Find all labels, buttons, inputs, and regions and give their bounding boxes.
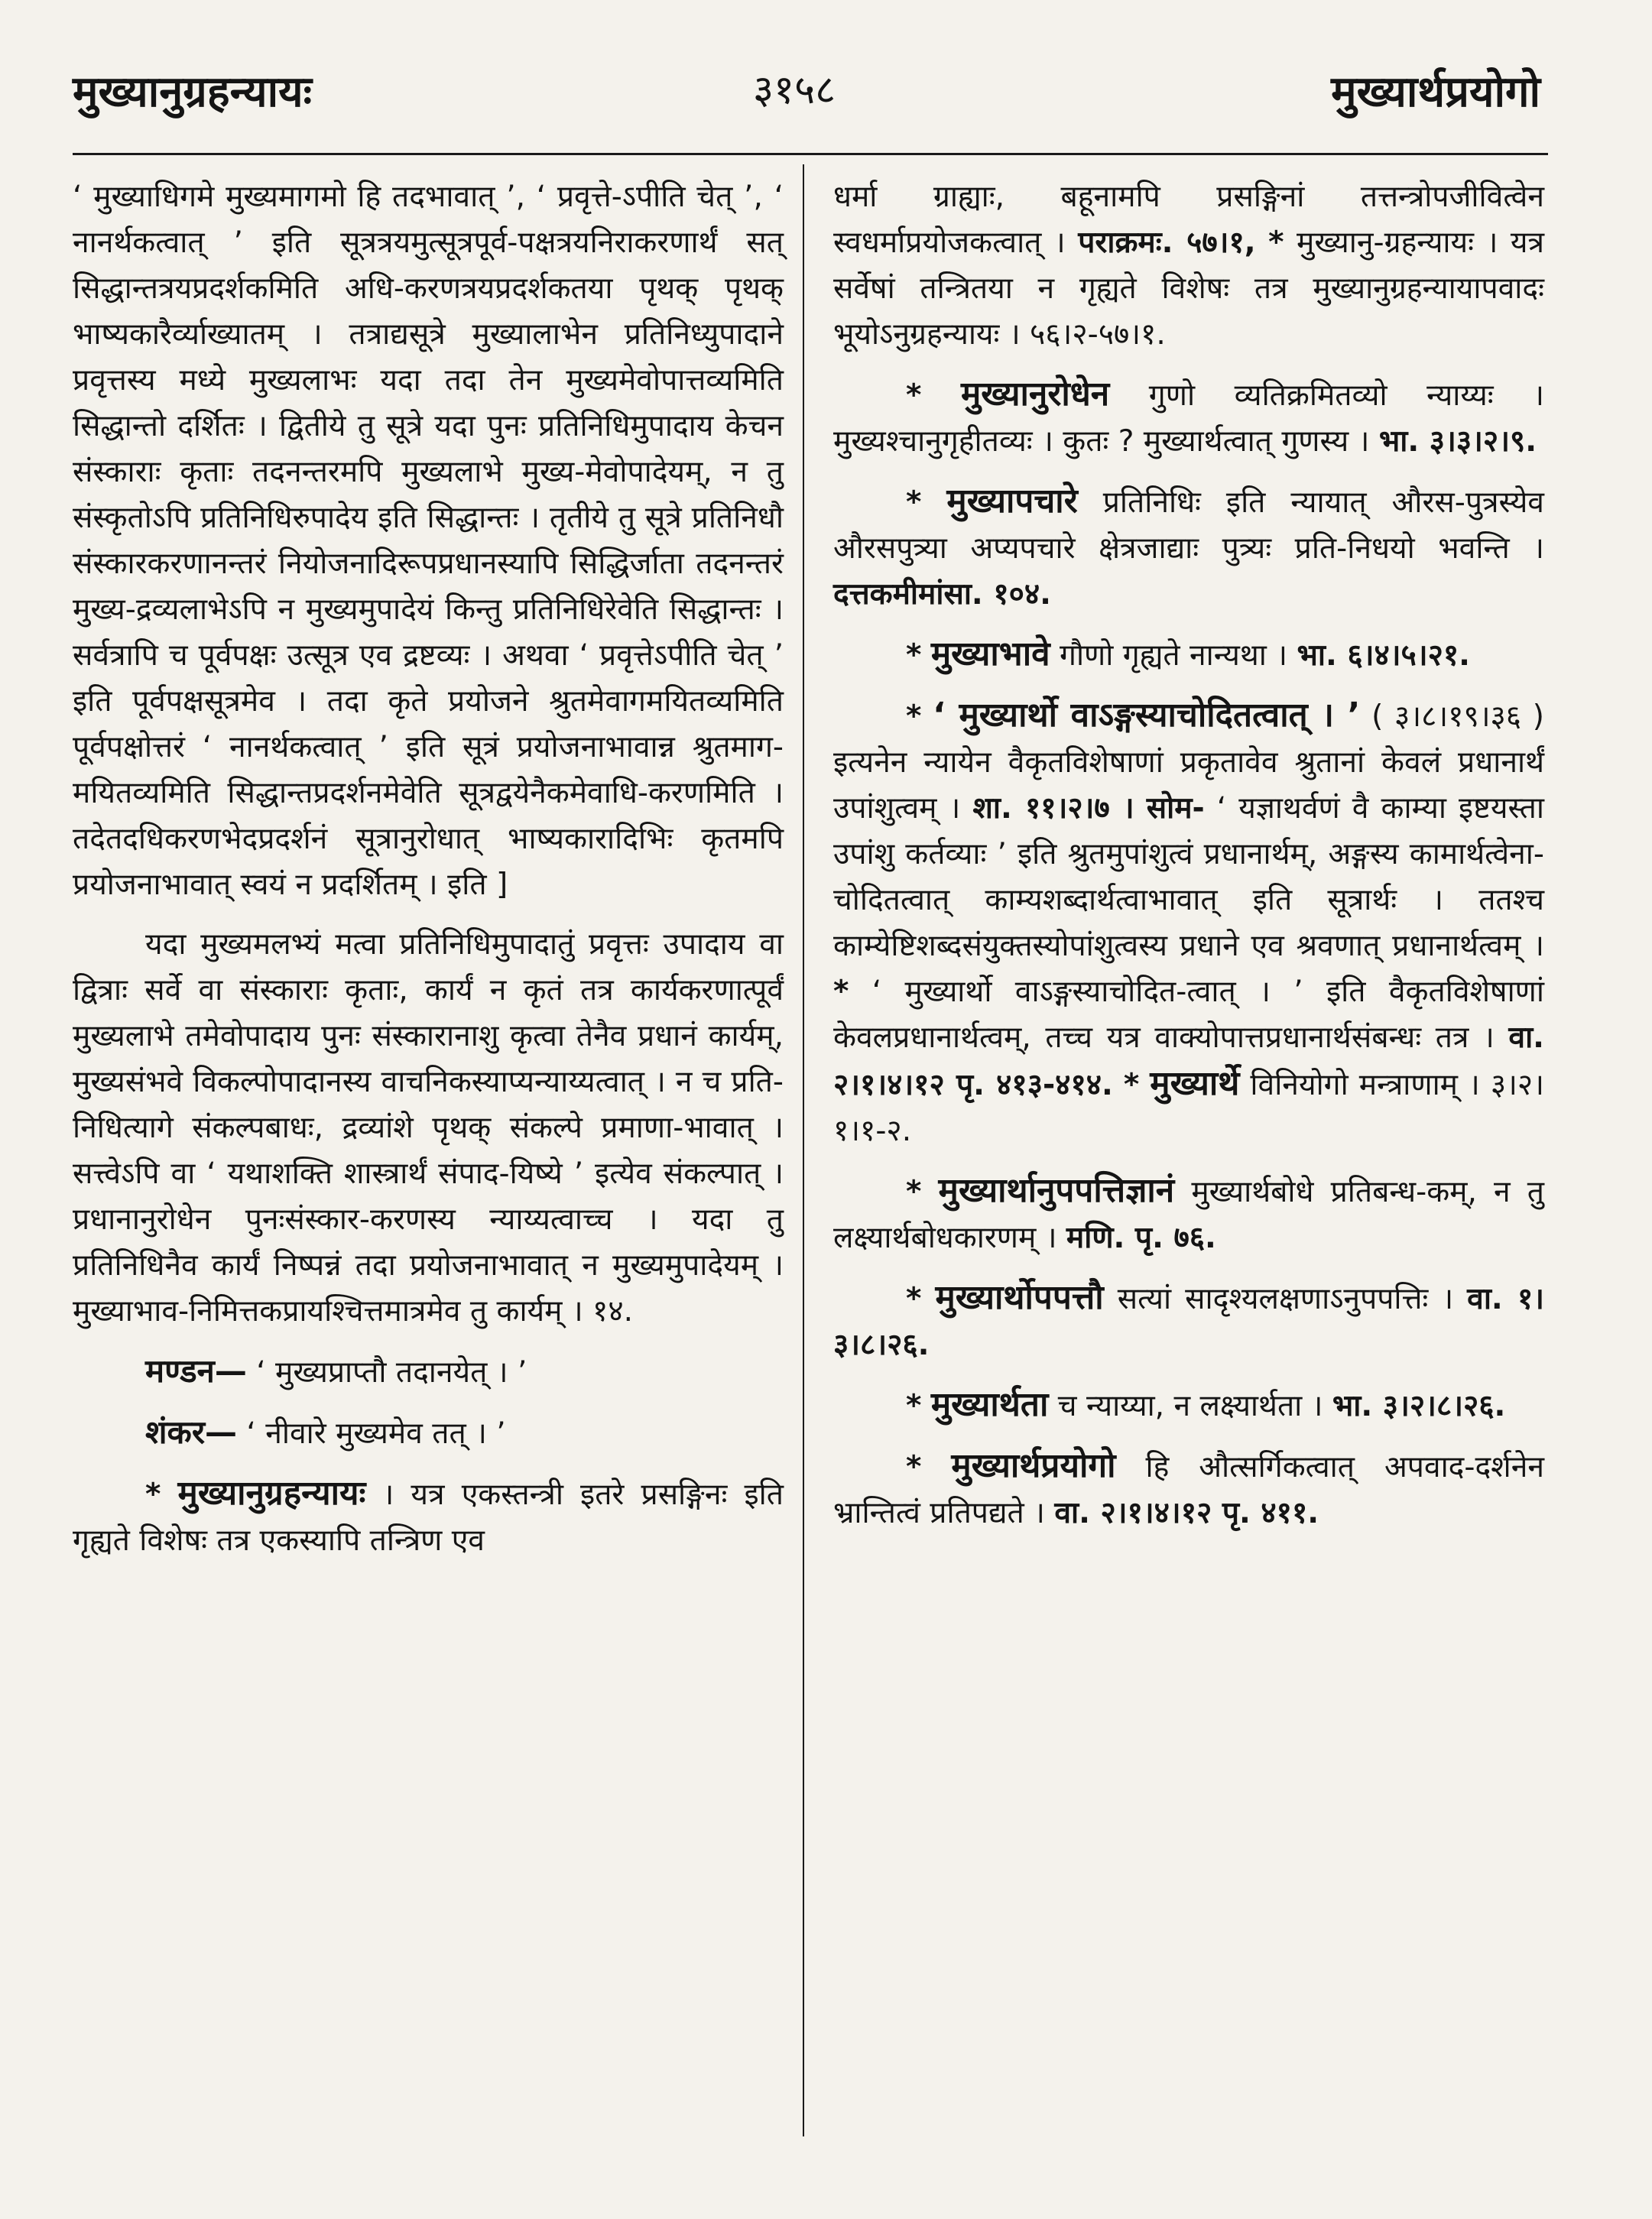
entry-text: ( ३।८।१९।३६ ) इत्यनेन न्यायेन वैकृतविशेषाणां प्रकृतावेव श्रुतानां केवलं प्रधानार्थं उपांशुत्वम् । (833, 699, 1545, 826)
entry-text: च न्याय्या, न लक्ष्यार्थता । (1057, 1389, 1323, 1423)
entry-reference: वा. २।१।४।१२ पृ. ४११. (1054, 1496, 1319, 1530)
soma-label: सोम- (1146, 791, 1205, 826)
entry-star-icon: * (906, 1175, 922, 1209)
entry-star-icon: * (906, 1389, 922, 1423)
entry-reference: भा. ३।३।२।९. (1378, 424, 1537, 459)
entry-text: ‘ यज्ञाथर्वणं वै काम्या इष्टयस्ता उपांशु कर्तव्याः ’ इति श्रुतमुपांशुत्वं प्रधानार्थम्, अङ्गस्य कामार्थत्वेना-चोदितत्वात् काम्यशब्दार्थत्वाभावात् इति सूत्रार्थः । ततश्च काम्येष्टिशब्दसंयुक्तस्योपांशुत्वस्य प्रधाने एव श्रवणात् प्रधानार्थत्वम् । (833, 791, 1545, 963)
shankara-label: शंकर— (145, 1413, 237, 1451)
running-head-left: मुख्यानुग्रहन्यायः (73, 67, 312, 117)
entry-headword: मुख्यानुग्रहन्यायः (177, 1474, 366, 1513)
entry-text: विनियोगो मन्त्राणाम् । ३।२।१।१-२. (833, 1068, 1544, 1148)
entry-headword: मुख्यानु-ग्रहन्यायः (1297, 225, 1475, 260)
entry-mukhyanugraha (73, 1471, 784, 1564)
entry-text: । यत्र सर्वेषां तन्त्रितया न गृह्यते विशेषः तत्र मुख्यानुग्रहन्यायापवादः भूयोऽनुग्रहन्यायः । ५६।२-५७।१. (833, 225, 1545, 352)
left-paragraph-1: ‘ मुख्याधिगमे मुख्यमागमो हि तदभावात् ’, ‘ प्रवृत्ते-ऽपीति चेत् ’, ‘ नानर्थकत्वात् ’ इति सूत्रत्रयमुत्सूत्रपूर्व-पक्षत्रयनिराकरणार्थं सत् सिद्धान्तत्रयप्रदर्शकमिति अधि-करणत्रयप्रदर्शकतया पृथक् पृथक् भाष्यकारैर्व्याख्यातम् । तत्राद्यसूत्रे मुख्यालाभेन प्रतिनिध्युपादाने प्रवृत्तस्य मध्ये मुख्यलाभः यदा तदा तेन मुख्यमेवोपात्तव्यमिति सिद्धान्तो दर्शितः । द्वितीये तु सूत्रे यदा पुनः प्रतिनिधिमुपादाय केचन संस्काराः कृताः तदनन्तरमपि मुख्यलाभे मुख्य-मेवोपादेयम्, न तु संस्कृतोऽपि प्रतिनिधिरुपादेय इति सिद्धान्तः । तृतीये तु सूत्रे प्रतिनिधौ संस्कारकरणानन्तरं नियोजनादिरूपप्रधानस्यापि सिद्धिर्जाता तदनन्तरं मुख्य-द्रव्यलाभेऽपि न मुख्यमुपादेयं किन्तु प्रतिनिधिरेवेति सिद्धान्तः । सर्वत्रापि च पूर्वपक्षः उत्सूत्र एव द्रष्टव्यः । अथवा ‘ प्रवृत्तेऽपीति चेत् ’ इति पूर्वपक्षसूत्रमेव । तदा कृते प्रयोजने श्रुतमेवागमयितव्यमिति पूर्वपक्षोत्तरं ‘ नानर्थकत्वात् ’ इति सूत्रं प्रयोजनाभावान्न श्रुतमाग-मयितव्यमिति सिद्धान्तप्रदर्शनमेवेति सूत्रद्वयेनैकमेवाधि-करणमिति । तदेतदधिकरणभेदप्रदर्शनं सूत्रानुरोधात् भाष्यकारादिभिः कृतमपि प्रयोजनाभावात् स्वयं न प्रदर्शितम् । इति ] (73, 180, 784, 902)
running-head-right: मुख्यार्थप्रयोगो (1331, 67, 1540, 117)
entry-headword: मुख्यानुरोधेन (960, 375, 1110, 414)
entry-star-icon: * (145, 1478, 161, 1512)
entry-reference: वा. २।१।४।१२ पृ. ४१३-४१४. (833, 1020, 1544, 1102)
entry-star-icon: * (906, 1450, 922, 1484)
entry-reference: वा. १।३।८।२६. (833, 1282, 1544, 1362)
entry-star-icon: * (906, 699, 922, 734)
mandana-text: ‘ मुख्यप्राप्तौ तदानयेत् । ’ (256, 1355, 527, 1390)
entry-star-icon: * (906, 638, 922, 673)
entry-reference: पराक्रमः. ५७।१, (1078, 225, 1256, 260)
entry-mukhyarthanupapatti (833, 1168, 1544, 1261)
entry-star-icon: * (1268, 225, 1284, 260)
entry-text: । यत्र एकस्तन्त्री इतरे प्रसङ्गिनः इति गृह्यते विशेषः तत्र एकस्यापि तन्त्रिण एव (73, 1478, 784, 1558)
header-rule (73, 153, 1548, 155)
entry-mukhyarthata (833, 1382, 1544, 1429)
column-divider (803, 164, 804, 2136)
entry-star-icon: * (906, 1282, 922, 1316)
entry-headword: मुख्यार्थे (1150, 1064, 1240, 1103)
page-header (73, 54, 1540, 153)
mandana-quote (73, 1348, 784, 1396)
entry-headword: मुख्यापचारे (946, 482, 1078, 521)
shankara-text: ‘ नीवारे मुख्यमेव तत् । ’ (246, 1416, 506, 1451)
entry-headword: ‘ मुख्यार्थो वाऽङ्गस्याचोदितत्वात् । ’ (933, 696, 1361, 735)
entry-star-icon: * (833, 975, 849, 1009)
entry-headword: ‘ मुख्यार्थो वाऽङ्गस्याचोदित-त्वात् । ’ (871, 975, 1303, 1009)
entry-reference: मणि. पृ. ७६. (1066, 1221, 1216, 1255)
mandana-label: मण्डन— (145, 1352, 247, 1390)
entry-mukhyabhave (833, 631, 1544, 679)
entry-mukhyapachare (833, 479, 1544, 618)
shankara-quote (73, 1410, 784, 1457)
entry-mukhyarthopapattau (833, 1275, 1544, 1368)
entry-text: मुख्यार्थबोधे प्रतिबन्ध-कम्, न तु लक्ष्यार्थबोधकारणम् । (833, 1175, 1544, 1255)
entry-star-icon: * (1123, 1068, 1140, 1102)
entry-reference: दत्तकमीमांसा. १०४. (833, 577, 1051, 612)
entry-star-icon: * (906, 485, 922, 520)
entry-mukhyanurodhena (833, 371, 1544, 465)
entry-text: हि औत्सर्गिकत्वात् अपवाद-दर्शनेन भ्रान्तित्वं प्रतिपद्यते । (833, 1450, 1544, 1530)
entry-continued (833, 174, 1544, 358)
right-column (833, 174, 1544, 1550)
entry-text: गुणो व्यतिक्रमितव्यो न्याय्यः । मुख्यश्चानुगृहीतव्यः । कुतः ? मुख्यार्थत्वात् गुणस्य । (833, 378, 1544, 459)
entry-reference: भा. ६।४।५।२१. (1297, 638, 1470, 673)
entry-headword: मुख्यार्थानुपपत्तिज्ञानं (938, 1171, 1175, 1210)
entry-mukhyarthaprayogo (833, 1443, 1544, 1536)
left-paragraph-2: यदा मुख्यमलभ्यं मत्वा प्रतिनिधिमुपादातुं प्रवृत्तः उपादाय वा द्वित्राः सर्वे वा संस्काराः कृताः, कार्यं न कृतं तत्र कार्यकरणात्पूर्वं मुख्यलाभे तमेवोपादाय पुनः संस्कारानाशु कृत्वा तेनैव प्रधानं कार्यम्, मुख्यसंभवे विकल्पोपादानस्य वाचनिकस्याप्यन्याय्यत्वात् । न च प्रति-निधित्यागे संकल्पबाधः, द्रव्यांशे पृथक् संकल्पे प्रमाणा-भावात् । सत्त्वेऽपि वा ‘ यथाशक्ति शास्त्रार्थं संपाद-यिष्ये ’ इत्येव संकल्पात् । प्रधानानुरोधेन पुनःसंस्कार-करणस्य न्याय्यत्वाच्च । यदा तु प्रतिनिधिनैव कार्यं निष्पन्नं तदा प्रयोजनाभावात् न मुख्यमुपादेयम् । मुख्याभाव-निमित्तकप्रायश्चित्तमात्रमेव तु कार्यम् । १४. (73, 927, 784, 1328)
entry-reference: भा. ३।२।८।२६. (1332, 1389, 1506, 1423)
entry-mukhyartho (833, 693, 1544, 1154)
entry-reference: शा. ११।२।७ । (972, 791, 1134, 826)
entry-headword: मुख्यार्थता (930, 1385, 1049, 1424)
entry-headword: मुख्यार्थप्रयोगो (951, 1446, 1116, 1485)
entry-text: प्रतिनिधिः इति न्यायात् औरस-पुत्रस्येव औरसपुत्र्या अप्यपचारे क्षेत्रजाद्याः पुत्र्यः प्रति-निधयो भवन्ति । (833, 485, 1544, 566)
entry-text: इति वैकृतविशेषाणां केवलप्रधानार्थत्वम्, तच्च यत्र वाक्योपात्तप्रधानार्थसंबन्धः तत्र । (833, 975, 1544, 1055)
entry-headword: मुख्याभावे (930, 634, 1050, 673)
entry-text: सत्यां सादृश्यलक्षणाऽनुपपत्तिः । (1117, 1282, 1454, 1316)
entry-star-icon: * (906, 378, 922, 413)
left-column (73, 174, 784, 1578)
entry-text: गौणो गृह्यते नान्यथा । (1059, 638, 1288, 673)
entry-headword: मुख्यार्थोपपत्तौ (935, 1278, 1104, 1317)
entry-text: धर्मा ग्राह्याः, बहूनामपि प्रसङ्गिनां तत्तन्त्रोपजीवित्वेन स्वधर्माप्रयोजकत्वात् । (833, 180, 1544, 260)
page-number: ३१५८ (753, 67, 836, 113)
